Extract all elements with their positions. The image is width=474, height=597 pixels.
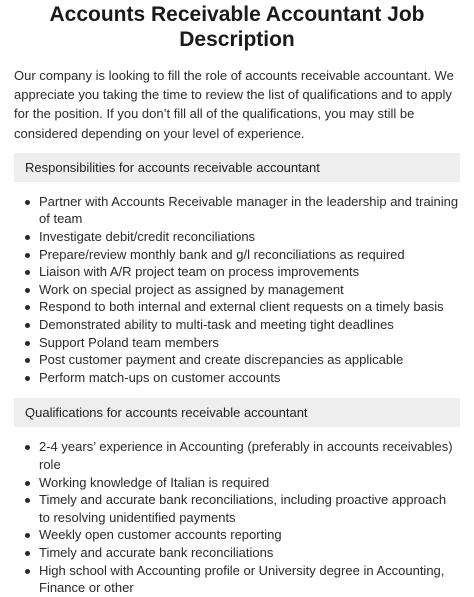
responsibilities-heading: Responsibilities for accounts receivable accountant	[25, 159, 320, 175]
bullet-icon	[25, 445, 30, 450]
list-item	[14, 281, 460, 299]
list-item	[14, 263, 460, 281]
bullet-icon	[25, 235, 30, 240]
qualifications-list	[14, 438, 460, 596]
list-item-text: Weekly open customer accounts reporting	[39, 527, 282, 543]
list-item	[14, 438, 460, 473]
list-item	[14, 369, 460, 387]
bullet-icon	[25, 551, 30, 556]
list-item	[14, 228, 460, 246]
responsibilities-heading-bar	[14, 153, 460, 182]
list-item-text: Working knowledge of Italian is required	[39, 474, 270, 490]
list-item	[14, 491, 460, 526]
list-item	[14, 246, 460, 264]
list-item-text: Respond to both internal and external client requests on a timely basis	[39, 299, 444, 315]
list-item-text: Support Poland team members	[39, 334, 219, 350]
bullet-icon	[25, 376, 30, 381]
bullet-icon	[25, 270, 30, 275]
list-item-text: Investigate debit/credit reconciliations	[39, 229, 256, 244]
bullet-icon	[25, 481, 30, 486]
responsibilities-list	[14, 193, 460, 387]
list-item	[14, 316, 460, 334]
page-title-line-2: Description	[179, 28, 295, 51]
list-item	[14, 526, 460, 544]
bullet-icon	[25, 305, 30, 310]
bullet-icon	[25, 253, 30, 258]
list-item-text: Timely and accurate bank reconciliations	[39, 544, 274, 560]
list-item-text: Prepare/review monthly bank and g/l reconciliations as required	[39, 246, 405, 262]
list-item-text: High school with Accounting profile or University degree in Accounting, Finance or other	[39, 562, 445, 596]
bullet-icon	[25, 288, 30, 293]
list-item	[14, 474, 460, 492]
intro-paragraph: Our company is looking to fill the role of accounts receivable accountant. We appreciate you taking the time to review the list of qualifications and to apply for the position. If you don’t fill all of the qualifications, you may still be considered depending on your level of experience.	[14, 68, 454, 141]
page-title-line-1: Accounts Receivable Accountant Job	[49, 3, 425, 26]
list-item-text: Post customer payment and create discrepancies as applicable	[39, 352, 404, 368]
bullet-icon	[25, 498, 30, 503]
list-item	[14, 193, 460, 228]
bullet-icon	[25, 358, 30, 363]
list-item-text: Work on special project as assigned by management	[39, 281, 344, 297]
list-item-text: Demonstrated ability to multi-task and meeting tight deadlines	[39, 316, 394, 332]
list-item	[14, 544, 460, 562]
list-item	[14, 351, 460, 369]
page-title	[14, 0, 460, 52]
qualifications-heading-bar	[14, 398, 460, 427]
list-item	[14, 562, 460, 597]
bullet-icon	[25, 341, 30, 346]
bullet-icon	[25, 200, 30, 205]
list-item	[14, 298, 460, 316]
list-item	[14, 334, 460, 352]
qualifications-heading: Qualifications for accounts receivable accountant	[25, 405, 308, 421]
bullet-icon	[25, 569, 30, 574]
list-item-text: Perform match-ups on customer accounts	[39, 369, 281, 385]
list-item-text: Partner with Accounts Receivable manager in the leadership and training of team	[39, 193, 459, 227]
list-item-text: Liaison with A/R project team on process improvements	[39, 264, 360, 280]
bullet-icon	[25, 323, 30, 328]
bullet-icon	[25, 533, 30, 538]
list-item-text: Timely and accurate bank reconciliations, including proactive approach to resolving unidentified payments	[39, 492, 447, 525]
list-item-text: 2-4 years’ experience in Accounting (preferably in accounts receivables) role	[39, 439, 453, 472]
